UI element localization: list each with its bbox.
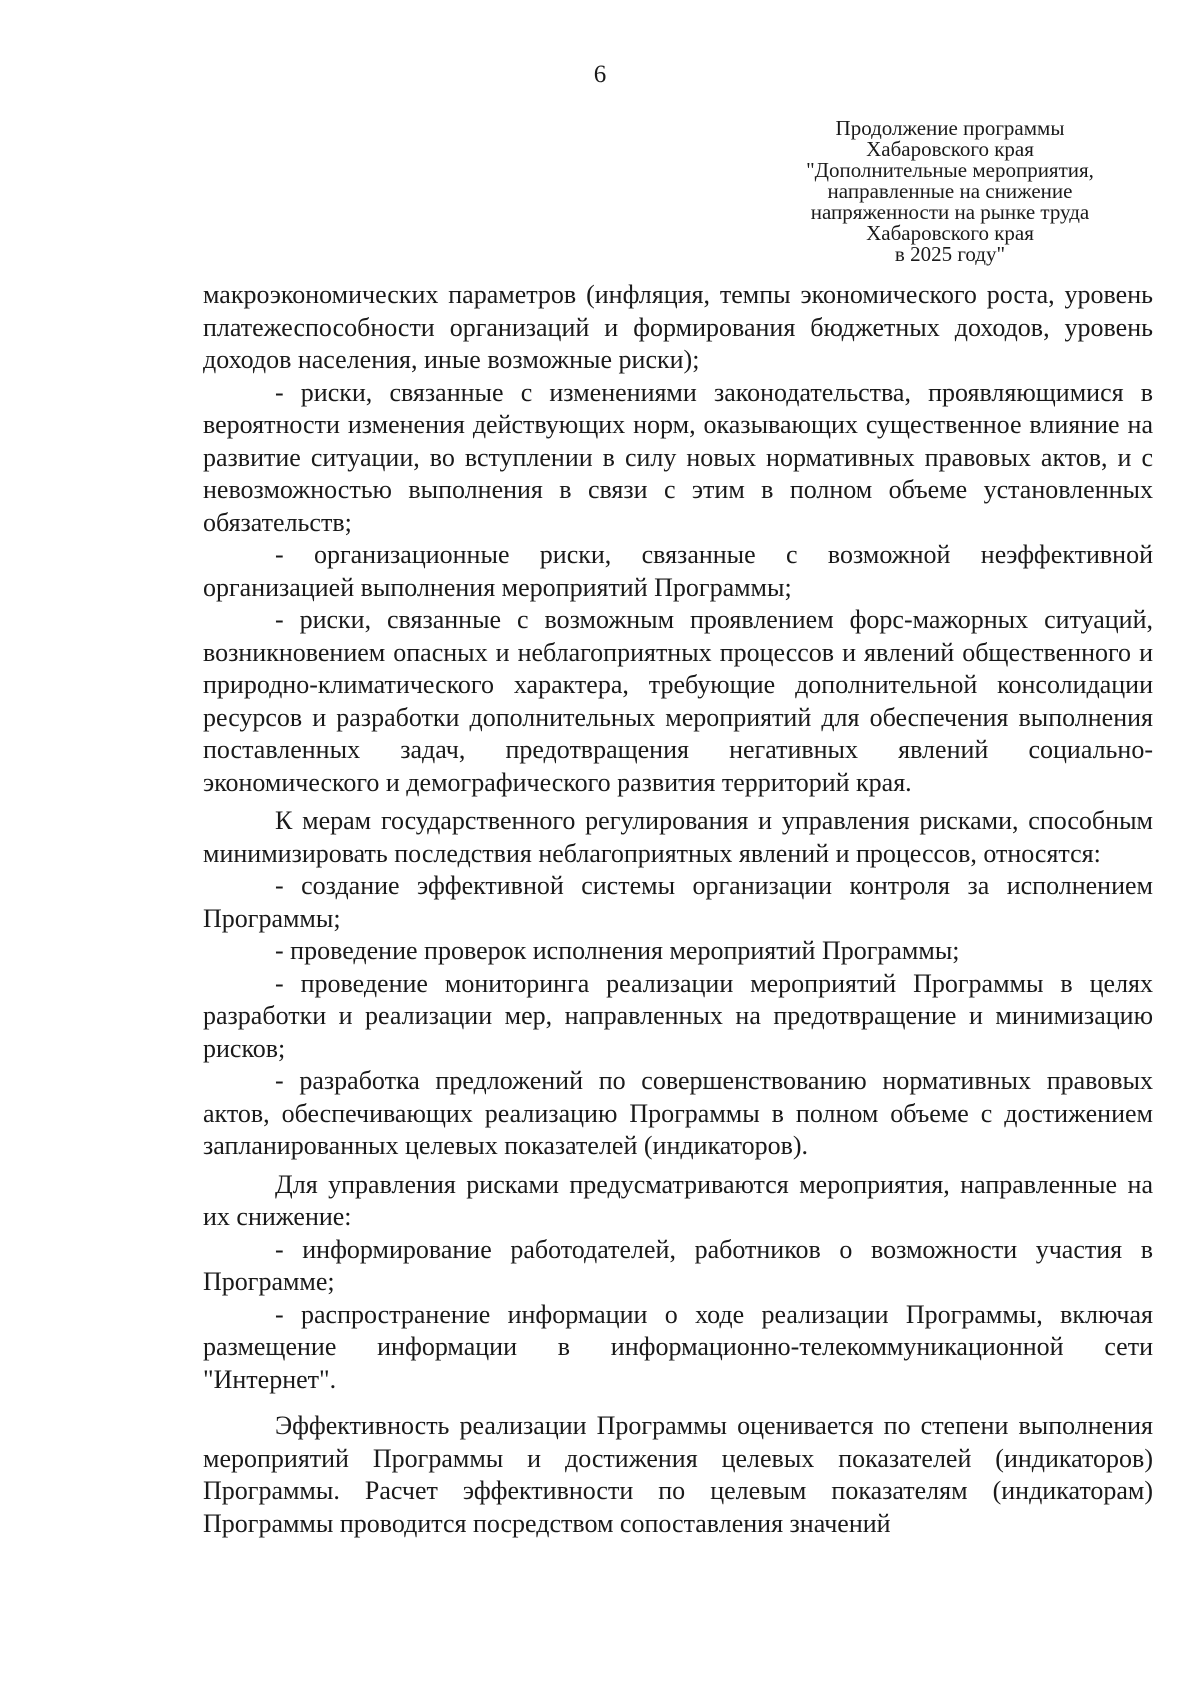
paragraph: - организационные риски, связанные с возможной неэффективной организацией выполнения мероприятий Программы; [203,540,1153,602]
header-line: Хабаровского края [866,137,1034,161]
header-line: напряженности на рынке труда [810,200,1090,224]
paragraph: - создание эффективной системы организации контроля за исполнением Программы; [203,871,1153,933]
header-line: "Дополнительные мероприятия, [806,158,1094,182]
paragraph: - распространение информации о ходе реализации Программы, включая размещение информации в информационно-телекоммуникационной сети "Интернет". [203,1299,1153,1394]
paragraph: - проведение мониторинга реализации мероприятий Программы в целях разработки и реализации мер, направленных на предотвращение и минимизацию рисков; [203,968,1153,1063]
header-line: Продолжение программы [835,116,1065,140]
paragraph: - проведение проверок исполнения мероприятий Программы; [275,936,960,965]
paragraph: - информирование работодателей, работников о возможности участия в Программе; [203,1234,1153,1296]
document-body [203,279,1153,1540]
page-number: 6 [593,61,607,88]
paragraph: Для управления рисками предусматриваются мероприятия, направленные на их снижение: [203,1169,1153,1231]
header-line: в 2025 году" [894,242,1006,266]
paragraph: Эффективность реализации Программы оценивается по степени выполнения мероприятий Программы и достижения целевых показателей (индикаторов) Программы. Расчет эффективности по целевым показателям (индикаторам) Программы проводится посредством сопоставления значений [203,1411,1153,1538]
header-line: направленные на снижение [827,179,1073,203]
paragraph: К мерам государственного регулирования и управления рисками, способным минимизировать последствия неблагоприятных явлений и процессов, относятся: [203,806,1153,868]
header-line: Хабаровского края [866,221,1034,245]
paragraph: макроэкономических параметров (инфляция, темпы экономического роста, уровень платежеспособности организаций и формирования бюджетных доходов, уровень доходов населения, иные возможные риски); [203,280,1153,374]
paragraph: - риски, связанные с изменениями законодательства, проявляющимися в вероятности изменения действующих норм, оказывающих существенное влияние на развитие ситуации, во вступлении в силу новых нормативных правовых актов, и с невозможностью выполнения в связи с этим в полном объеме установленных обязательств; [203,377,1153,537]
paragraph: - риски, связанные с возможным проявлением форс-мажорных ситуаций, возникновением опасных и неблагоприятных процессов и явлений общественного и природно-климатического характера, требующие дополнительной консолидации ресурсов и разработки дополнительных мероприятий для обеспечения выполнения поставленных задач, предотвращения негативных явлений социально-экономического и демографического развития территорий края. [203,605,1153,797]
paragraph: - разработка предложений по совершенствованию нормативных правовых актов, обеспечивающих реализацию Программы в полном объеме с достижением запланированных целевых показателей (индикаторов). [203,1066,1153,1160]
document-header [760,118,1140,265]
